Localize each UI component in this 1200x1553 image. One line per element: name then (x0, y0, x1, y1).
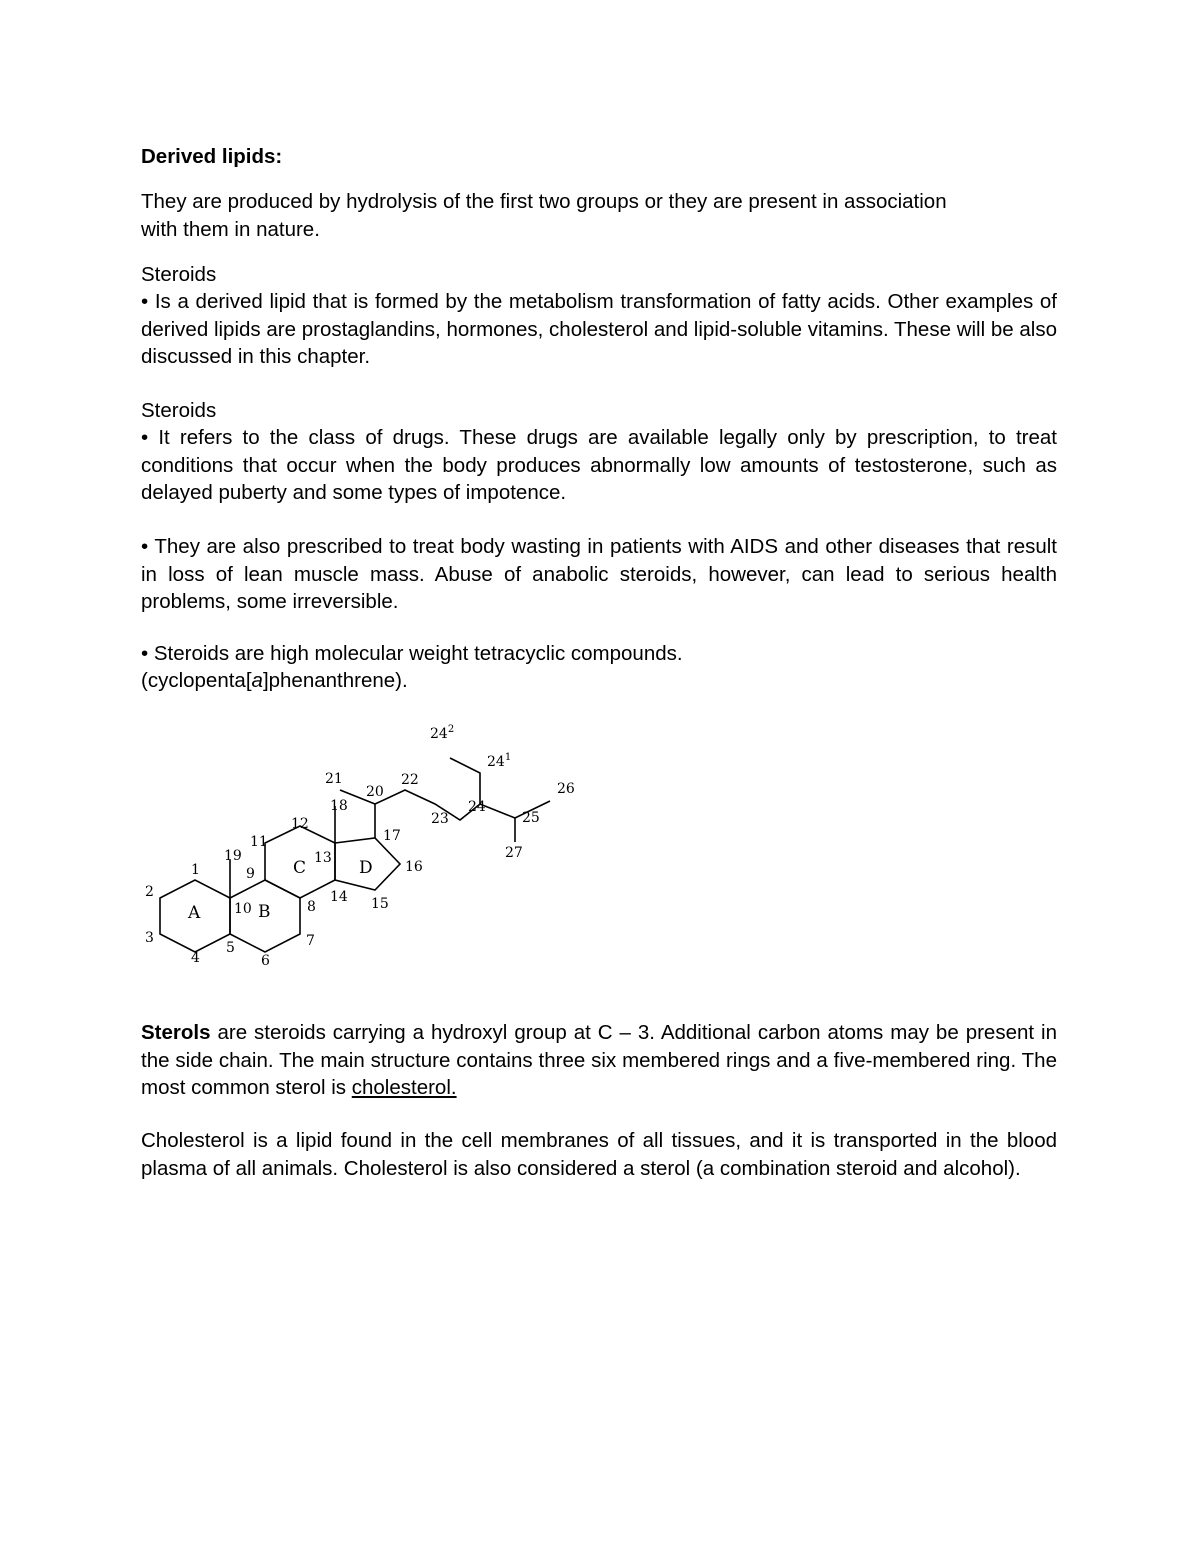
carbon-7: 7 (306, 933, 315, 949)
ring-label-c: C (293, 858, 307, 878)
cholesterol-link[interactable]: cholesterol. (351, 1076, 457, 1099)
intro-paragraph: They are produced by hydrolysis of the first two groups or they are present in association with them in nature. (141, 190, 947, 241)
carbon-23: 23 (431, 811, 449, 827)
carbon-24: 24 (468, 799, 486, 815)
carbon-15: 15 (371, 896, 389, 912)
section-title-steroids-1: Steroids (141, 263, 217, 286)
sterols-paragraph: Sterols are steroids carrying a hydroxyl group at C – 3. Additional carbon atoms may be present in the side chain. The main structure contains three six membered rings and a five-membered ring. The most common sterol is cholesterol. (141, 1021, 1057, 1099)
carbon-1: 1 (191, 862, 200, 878)
carbon-10: 10 (234, 901, 252, 917)
carbon-19: 19 (224, 848, 242, 864)
carbon-27: 27 (505, 845, 523, 861)
carbon-5: 5 (226, 940, 235, 956)
carbon-21: 21 (325, 771, 343, 787)
carbon-9: 9 (246, 866, 255, 882)
carbon-12: 12 (291, 816, 309, 832)
compound-name: (cyclopenta[a]phenanthrene). (141, 669, 408, 692)
section-title-steroids-2: Steroids (141, 399, 217, 422)
carbon-22: 22 (401, 772, 419, 788)
sterols-term: Sterols (141, 1021, 211, 1044)
carbon-26: 26 (557, 781, 575, 797)
bullet-aids: • They are also prescribed to treat body wasting in patients with AIDS and other diseases that result in loss of lean muscle mass. Abuse of anabolic steroids, however, can lead to serious health problems, some irreversible. (141, 535, 1057, 613)
carbon-2: 2 (145, 884, 154, 900)
ring-label-d: D (359, 858, 373, 878)
carbon-25: 25 (522, 810, 540, 826)
carbon-24-2: $24^2$ (430, 724, 455, 742)
steroid-skeleton-diagram (138, 718, 588, 970)
bullet-class-of-drugs: • It refers to the class of drugs. These drugs are available legally only by prescription, to treat conditions that occur when the body produces abnormally low amounts of testosterone, such as delayed puberty and some types of impotence. (141, 426, 1057, 504)
cholesterol-paragraph: Cholesterol is a lipid found in the cell membranes of all tissues, and it is transported in the blood plasma of all animals. Cholesterol is also considered a sterol (a combination steroid and alcohol). (141, 1129, 1057, 1180)
ring-label-b: B (258, 902, 271, 922)
carbon-6: 6 (261, 953, 270, 969)
carbon-11: 11 (250, 834, 268, 850)
bullet-derived-lipid: • Is a derived lipid that is formed by the metabolism transformation of fatty acids. Other examples of derived lipids are prostaglandins, hormones, cholesterol and lipid-soluble vitamins. These will be also discussed in this chapter. (141, 290, 1057, 368)
carbon-8: 8 (307, 899, 316, 915)
ring-label-a: A (188, 903, 201, 923)
bullet-tetracyclic: • Steroids are high molecular weight tetracyclic compounds. (141, 642, 683, 665)
heading-derived-lipids: Derived lipids: (141, 145, 283, 168)
carbon-13: 13 (314, 850, 332, 866)
carbon-20: 20 (366, 784, 384, 800)
carbon-17: 17 (383, 828, 401, 844)
c24-ethyl-bond (450, 758, 480, 804)
carbon-16: 16 (405, 859, 423, 875)
carbon-3: 3 (145, 930, 154, 946)
carbon-18: 18 (330, 798, 348, 814)
carbon-14: 14 (330, 889, 348, 905)
carbon-4: 4 (191, 950, 200, 966)
carbon-24-1: $24^1$ (487, 752, 512, 770)
